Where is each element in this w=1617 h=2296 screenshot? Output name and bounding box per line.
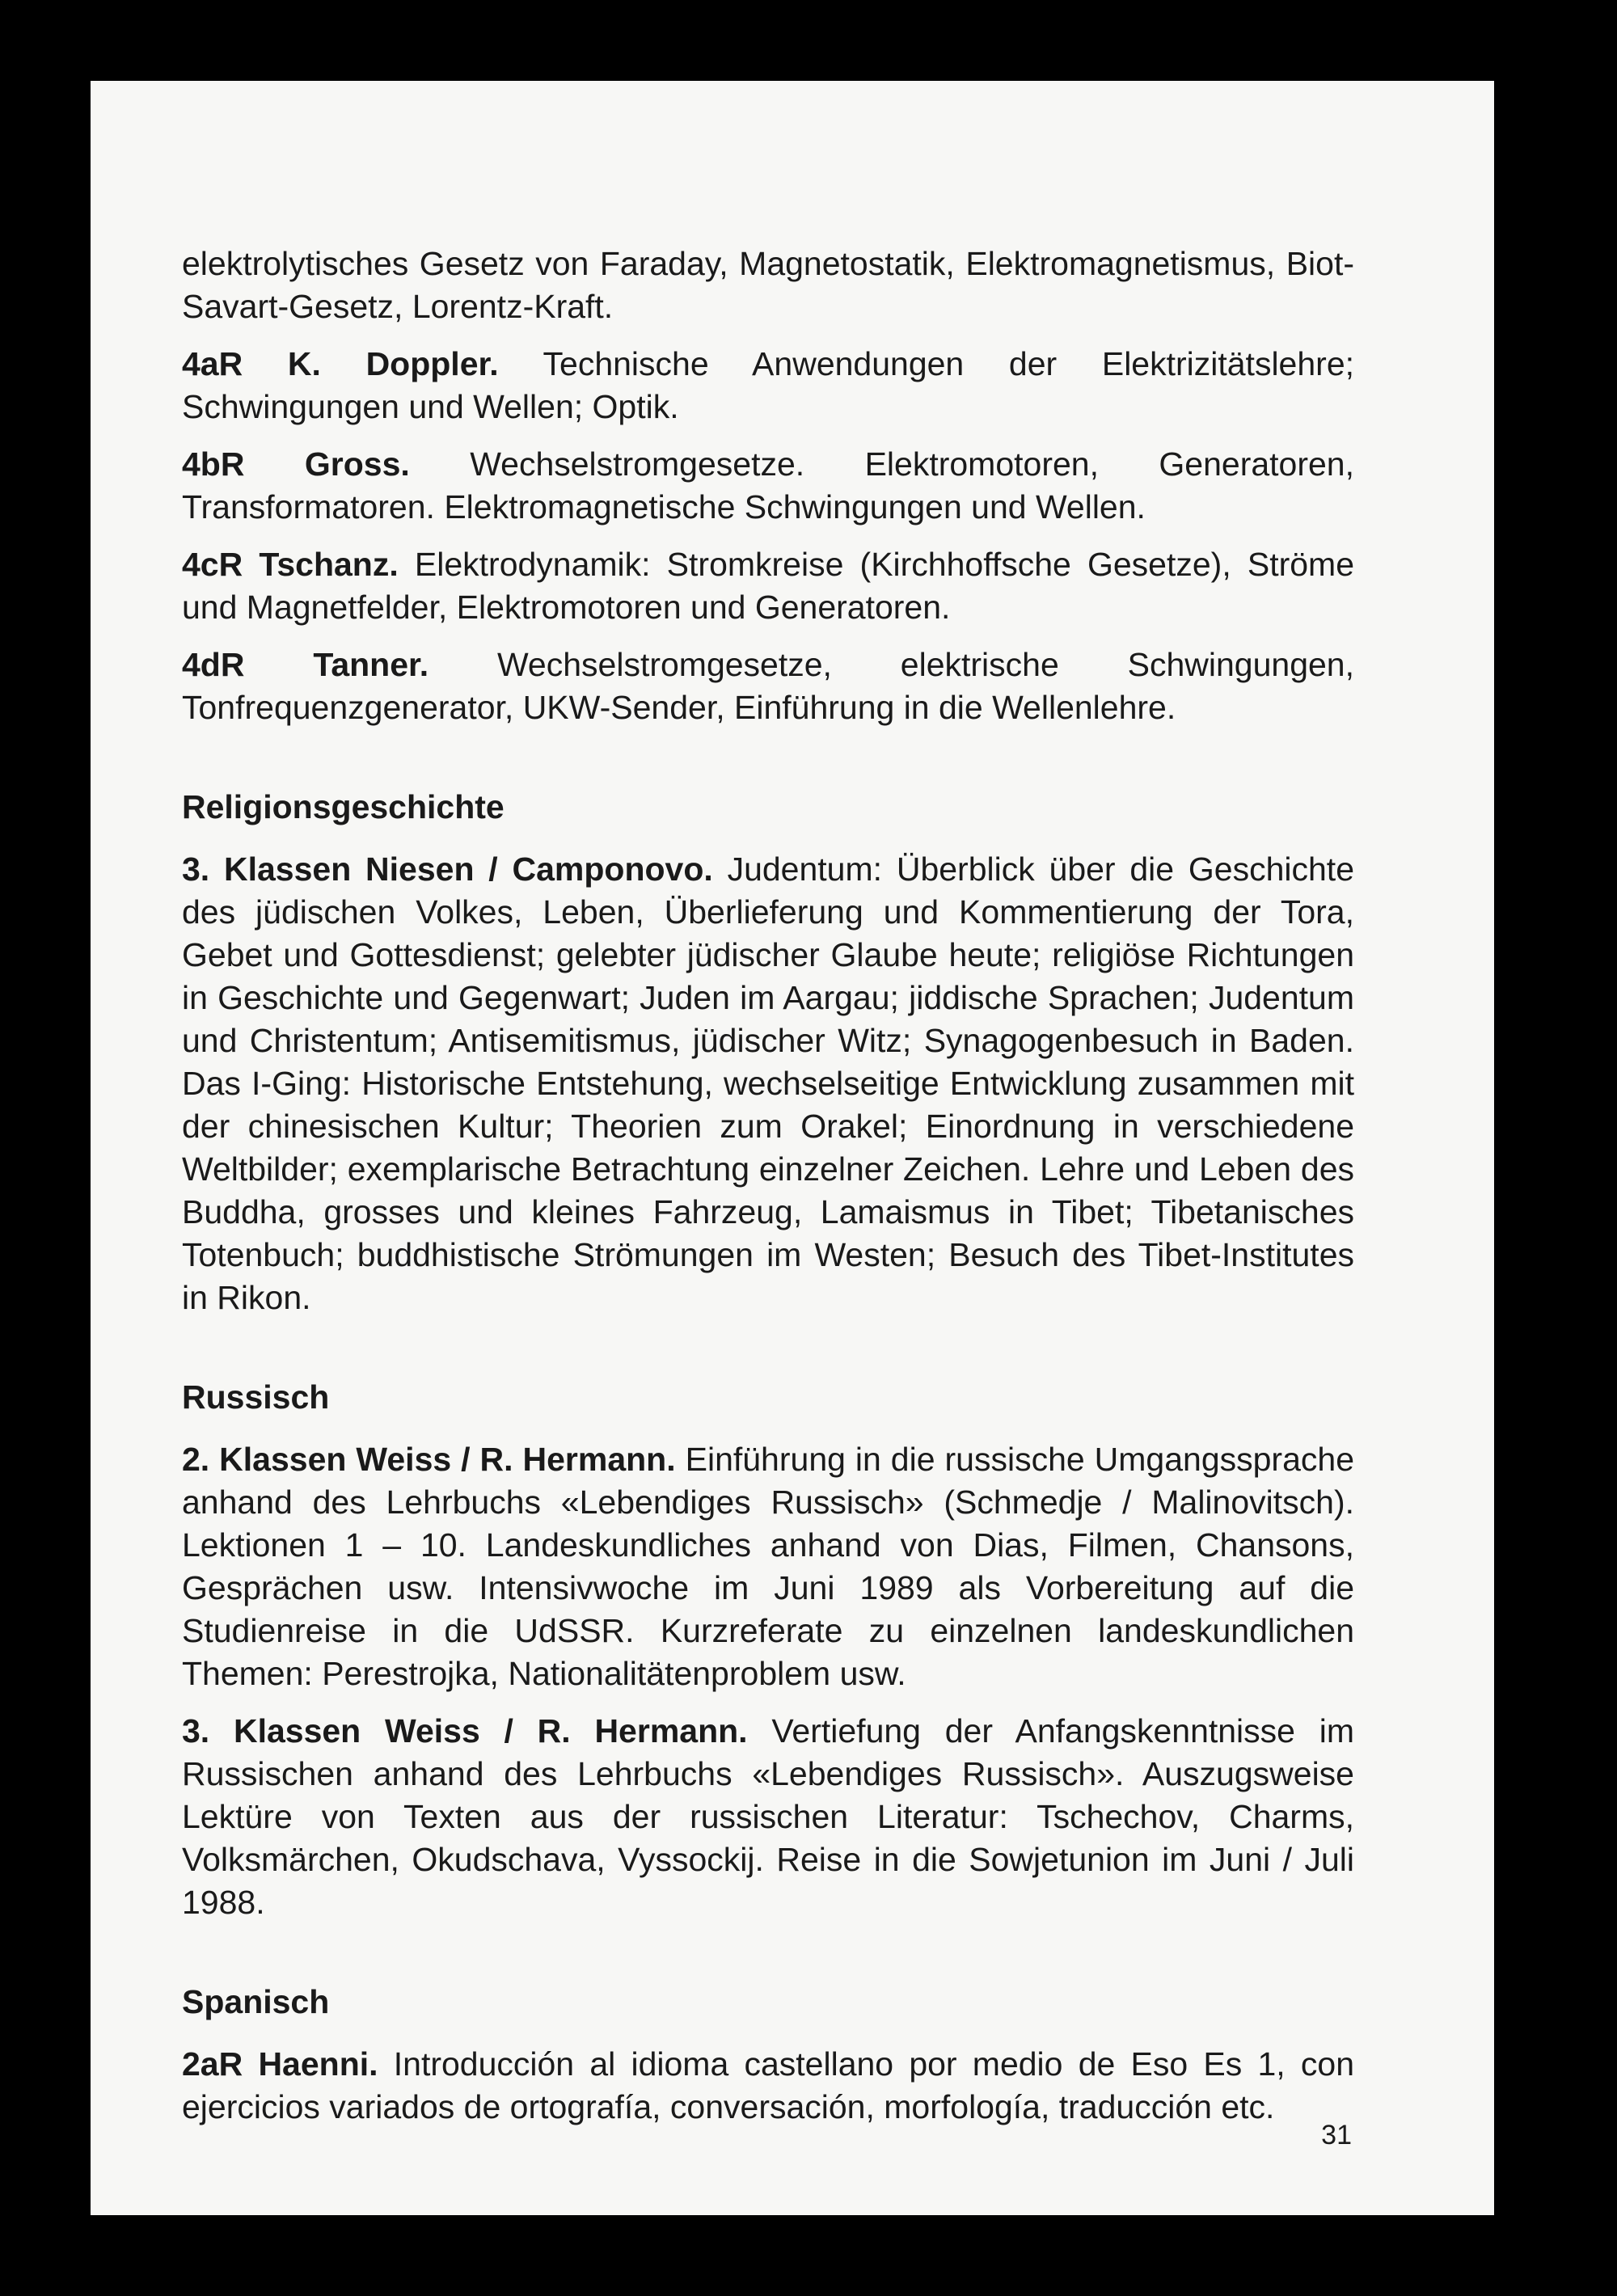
russian-entry (182, 1710, 1354, 1924)
russian-entry (182, 1438, 1354, 1695)
entry-lead: 2. Klassen Weiss / R. Hermann. (182, 1441, 676, 1478)
physics-entry (182, 543, 1354, 629)
entry-lead: 4aR K. Doppler. (182, 345, 499, 382)
spanish-entry (182, 2043, 1354, 2129)
entry-lead: 4dR Tanner. (182, 646, 429, 683)
religion-entry (182, 848, 1354, 1319)
entry-text: Einführung in die russische Umgangssprache anhand des Lehrbuchs «Lebendiges Russisch» (Schmedje / Malinovitsch). Lektionen 1 – 10. Landeskundliches anhand von Dias, Filmen, Chansons, Gesprächen usw. Intensivwoche im Juni 1989 als Vorbereitung auf die Studienreise in die UdSSR. Kurzreferate zu einzelnen landeskundlichen Themen: Perestrojka, Nationalitätenproblem usw. (182, 1441, 1354, 1692)
section-title-religion: Religionsgeschichte (182, 788, 505, 825)
entry-text: Elektrodynamik: Stromkreise (Kirchhoffsche Gesetze), Ströme und Magnetfelder, Elektromotoren und Generatoren. (182, 546, 1355, 626)
physics-entry (182, 343, 1354, 428)
section-title-russian: Russisch (182, 1378, 330, 1416)
entry-lead: 4bR Gross. (182, 445, 410, 483)
physics-entry (182, 443, 1354, 529)
entry-text: Wechselstromgesetze, elektrische Schwingungen, Tonfrequenzgenerator, UKW-Sender, Einführung in die Wellenlehre. (182, 646, 1354, 726)
entry-text: Wechselstromgesetze. Elektromotoren, Generatoren, Transformatoren. Elektromagnetische Schwingungen und Wellen. (182, 445, 1354, 525)
intro-paragraph: elektrolytisches Gesetz von Faraday, Magnetostatik, Elektromagnetismus, Biot-Savart-Gesetz, Lorentz-Kraft. (182, 245, 1354, 325)
page-content (182, 243, 1354, 2143)
entry-text: Judentum: Überblick über die Geschichte des jüdischen Volkes, Leben, Überlieferung und Kommentierung der Tora, Gebet und Gottesdienst; gelebter jüdischer Glaube heute; religiöse Richtungen in Geschichte und Gegenwart; Juden im Aargau; jiddische Sprachen; Judentum und Christentum; Antisemitismus, jüdischer Witz; Synagogenbesuch in Baden. Das I-Ging: Historische Entstehung, wechselseitige Entwicklung zusammen mit der chinesischen Kultur; Theorien zum Orakel; Einordnung in verschiedene Weltbilder; exemplarische Betrachtung einzelner Zeichen. Lehre und Leben des Buddha, grosses und kleines Fahrzeug, Lamaismus in Tibet; Tibetanisches Totenbuch; buddhistische Strömungen im Westen; Besuch des Tibet-Institutes in Rikon. (182, 850, 1354, 1316)
entry-text: Vertiefung der Anfangskenntnisse im Russischen anhand des Lehrbuchs «Lebendiges Russisch». Auszugsweise Lektüre von Texten aus der russischen Literatur: Tschechov, Charms, Volksmärchen, Okudschava, Vyssockij. Reise in die Sowjetunion im Juni / Juli 1988. (182, 1712, 1355, 1921)
entry-lead: 3. Klassen Weiss / R. Hermann. (182, 1712, 748, 1749)
document-page (91, 81, 1494, 2215)
section-title-spanish: Spanisch (182, 1983, 330, 2020)
entry-lead: 2aR Haenni. (182, 2045, 378, 2083)
entry-lead: 4cR Tschanz. (182, 546, 399, 583)
entry-text: Technische Anwendungen der Elektrizitätslehre; Schwingungen und Wellen; Optik. (182, 345, 1355, 425)
entry-text: Introducción al idioma castellano por medio de Eso Es 1, con ejercicios variados de ortografía, conversación, morfología, traducción etc. (182, 2045, 1354, 2125)
page-number: 31 (1321, 2120, 1352, 2150)
entry-lead: 3. Klassen Niesen / Camponovo. (182, 850, 713, 888)
physics-entry (182, 644, 1354, 729)
